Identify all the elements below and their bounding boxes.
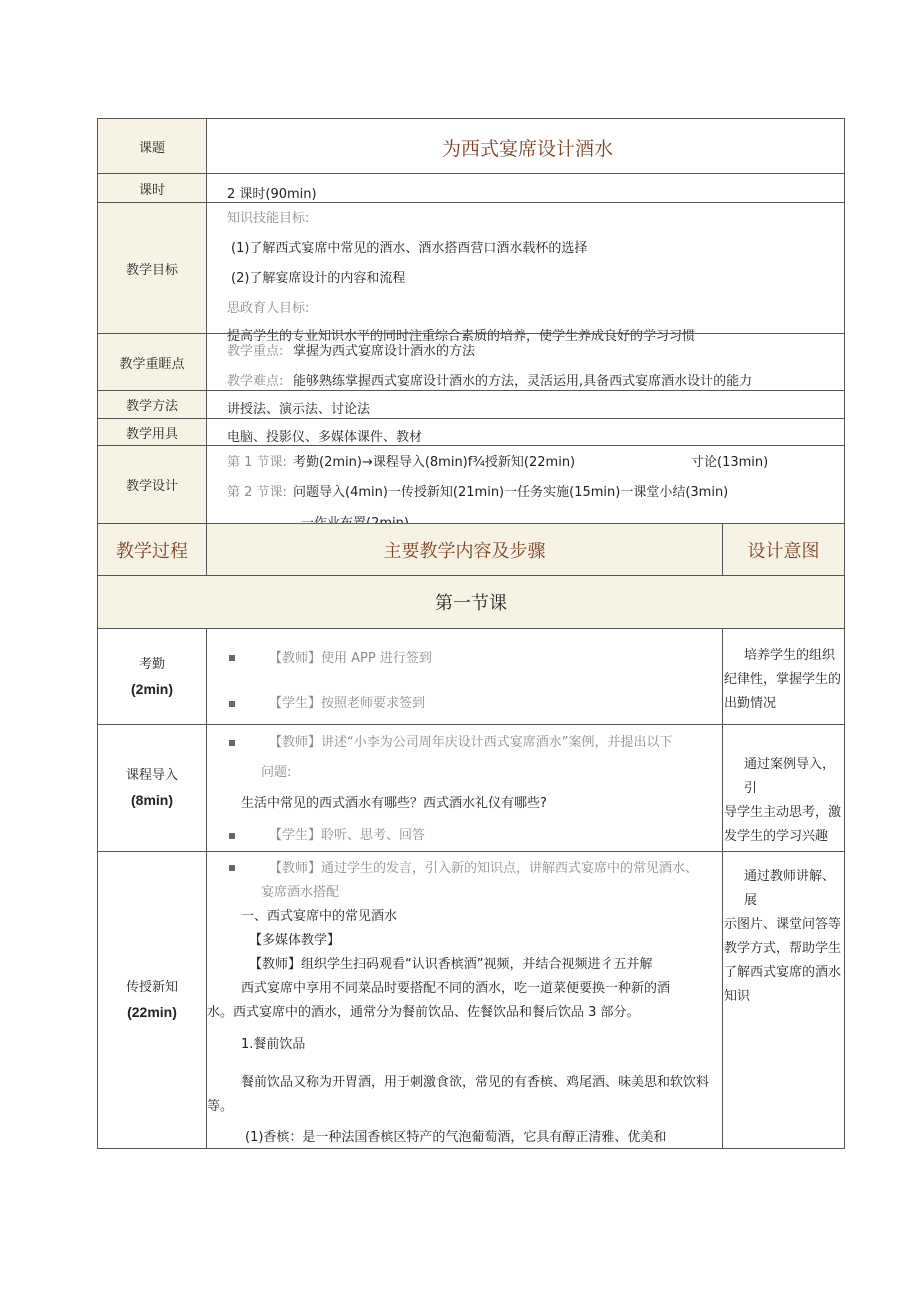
process-col2-text: 主要教学内容及步骤: [383, 540, 546, 562]
teach-intent-cell: [722, 851, 845, 1149]
section-title: 第一节课: [435, 593, 507, 614]
teach-multimedia-tag: 【多媒体教学】: [249, 933, 341, 948]
section-title-row: [97, 575, 845, 629]
goals-label: [97, 202, 207, 334]
teach-subheading-1: 1.餐前饮品: [241, 1037, 306, 1052]
hours-label: [97, 173, 207, 203]
bullet-square-icon: [229, 740, 235, 746]
intro-intent-cell: [722, 724, 845, 852]
bullet-square-icon: [229, 865, 235, 871]
intro-label-cell: [97, 724, 207, 852]
teach-label-cell: [97, 851, 207, 1149]
teach-content-cell: [206, 851, 723, 1149]
topic-label-text: 课题: [138, 140, 165, 156]
page-title: 为西式宴席设计酒水: [442, 138, 614, 160]
intent-line: 了解西式宴席的酒水: [724, 965, 842, 980]
attendance-label: 考勤: [138, 656, 165, 672]
bullet-square-icon: [229, 701, 235, 707]
hours-value: 2 课时(90min): [227, 187, 317, 202]
design-lesson1-value: 考勤(2min)→课程导入(8min)f¾授新知(22min): [293, 455, 576, 470]
design-label-text: 教学设计: [125, 479, 178, 494]
intro-teacher-line: 【教师】讲述“小李为公司周年庆设计西式宴席酒水”案例，并提出以下: [269, 735, 673, 750]
teach-champagne-line: (1)香槟：是一种法国香槟区特产的气泡葡萄酒，它具有醇正清雅、优美和: [245, 1130, 667, 1145]
design-lesson2-value: 问题导入(4min)一传授新知(21min)一任务实施(15min)一课堂小结(3min): [293, 485, 729, 500]
difficult-label: 教学难点:: [227, 374, 284, 389]
intro-label: 课程导入: [125, 768, 178, 783]
hours-label-text: 课时: [138, 182, 165, 198]
attendance-content-cell: [206, 628, 723, 725]
goals-ideology-text: 提高学生的专业知识水平的同时注重综合素质的培养，使学生养成良好的学习习惯: [227, 329, 696, 344]
intent-line: 出勤情况: [724, 696, 777, 711]
topic-label: [97, 118, 207, 174]
intent-line: 知识: [724, 989, 751, 1004]
topic-value-cell: [206, 118, 845, 174]
intent-line: 发学生的学习兴趣: [724, 829, 829, 844]
intent-line: 纪律性，掌握学生的: [724, 672, 842, 687]
bullet-square-icon: [229, 655, 235, 661]
attendance-label-cell: [97, 628, 207, 725]
tools-value: 电脑、投影仪、多媒体课件、教材: [227, 430, 423, 445]
intro-intent: [724, 753, 842, 849]
key-label: 教学重点:: [227, 344, 284, 359]
tools-cell: [206, 418, 845, 446]
design-lesson1-tail: 寸论(13min): [691, 455, 769, 470]
intent-line: 示图片、课堂问答等: [724, 917, 842, 932]
teach-paragraph-2-cont: 等。: [207, 1099, 234, 1114]
goals-knowledge-heading: 知识技能目标:: [227, 211, 310, 226]
attendance-teacher-line: 【教师】使用 APP 进行签到: [269, 651, 432, 666]
attendance-intent-cell: [722, 628, 845, 725]
intro-student-line: 【学生】聆听、思考、回答: [269, 828, 426, 843]
method-value: 讲授法、演示法、讨论法: [227, 402, 371, 417]
process-col3-text: 设计意图: [747, 540, 820, 562]
intro-question: 生活中常见的西式酒水有哪些？西式酒水礼仪有哪些?: [241, 796, 547, 811]
tools-label: [97, 418, 207, 446]
intent-line: 培养学生的组织: [744, 648, 836, 663]
goals-item-2: (2)了解宴席设计的内容和流程: [231, 271, 406, 286]
method-label-text: 教学方法: [125, 399, 178, 414]
teach-label: 传授新知: [125, 980, 178, 995]
process-col3-header: [722, 523, 845, 576]
goals-label-text: 教学目标: [125, 262, 178, 278]
teach-paragraph-1: 西式宴席中享用不同菜品时要搭配不同的酒水，吃一道菜便要换一种新的酒: [241, 981, 671, 996]
teach-paragraph-2: 餐前饮品又称为开胃酒，用于刺激食欲，常见的有香槟、鸡尾酒、味美思和软饮料: [241, 1075, 710, 1090]
design-lesson1-label: 第 1 节课:: [227, 455, 287, 470]
key-value: 掌握为西式宴席设计酒水的方法: [293, 344, 476, 359]
design-cell: [206, 445, 845, 524]
keypoints-label-text: 教学重睚点: [119, 356, 185, 372]
design-lesson2-label: 第 2 节课:: [227, 485, 287, 500]
intro-teacher-line-cont: 问题:: [261, 765, 292, 780]
teach-time: (22min): [127, 1004, 177, 1020]
lesson-plan-table: [97, 118, 845, 1149]
attendance-intent: [724, 644, 842, 716]
teach-video-line: 【教师】组织学生扫码观看“认识香槟酒”视频，并结合视频进彳五并解: [249, 957, 653, 972]
intent-line: 导学生主动思考，激: [724, 805, 842, 820]
attendance-student-line: 【学生】按照老师要求签到: [269, 696, 426, 711]
intent-line: 教学方式，帮助学生: [724, 941, 842, 956]
teach-teacher-line-cont: 宴席酒水搭配: [261, 885, 340, 900]
method-cell: [206, 390, 845, 419]
design-label: [97, 445, 207, 524]
goals-ideology-heading: 思政育人目标:: [227, 301, 310, 316]
difficult-value: 能够熟练掌握西式宴席设计酒水的方法，灵活运用,具备西式宴席酒水设计的能力: [293, 374, 753, 389]
keypoints-cell: [206, 333, 845, 391]
hours-value-cell: [206, 173, 845, 203]
intro-content-cell: [206, 724, 723, 852]
goals-cell: [206, 202, 845, 344]
process-col1-header: [97, 523, 207, 576]
process-col2-header: [206, 523, 723, 576]
intent-line: 通过案例导入，引: [744, 757, 836, 796]
teach-paragraph-1-cont: 水。西式宴席中的酒水，通常分为餐前饮品、佐餐饮品和餐后饮品 3 部分。: [207, 1005, 640, 1020]
intent-line: 通过教师讲解、展: [744, 869, 836, 908]
intro-time: (8min): [131, 792, 173, 808]
keypoints-label: [97, 333, 207, 391]
tools-label-text: 教学用具: [125, 426, 178, 442]
process-col1-text: 教学过程: [116, 540, 188, 562]
method-label: [97, 390, 207, 419]
attendance-time: (2min): [131, 680, 173, 697]
goals-item-1: (1)了解西式宴席中常见的酒水、酒水搭酉营口酒水载杯的选择: [231, 241, 588, 256]
teach-teacher-line: 【教师】通过学生的发言，引入新的知识点，讲解西式宴席中的常见酒水、: [269, 861, 699, 876]
teach-intent: [724, 860, 842, 1009]
teach-section-heading: 一、西式宴席中的常见酒水: [241, 909, 398, 924]
bullet-square-icon: [229, 833, 235, 839]
